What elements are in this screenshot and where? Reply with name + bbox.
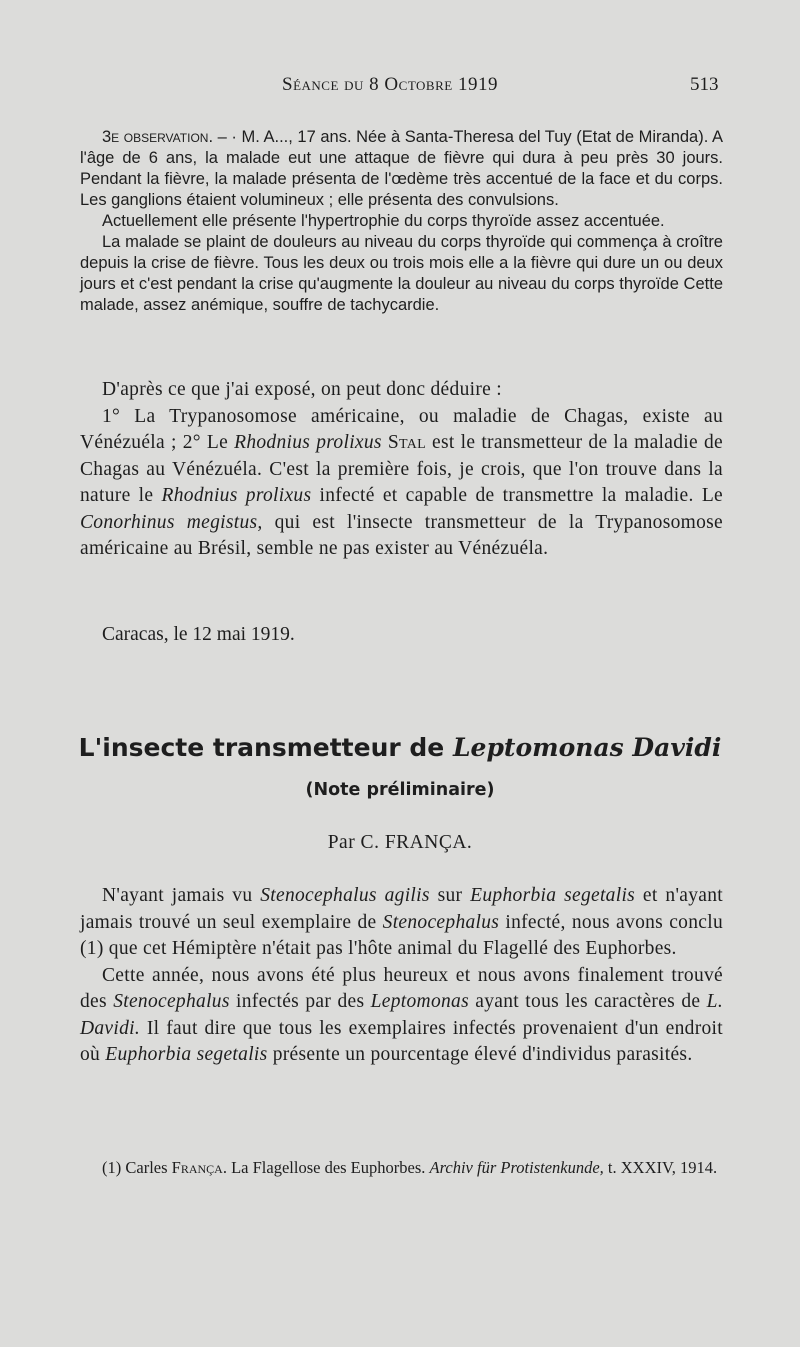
text-run: qui est l'insecte transmetteur de la Trypanosomose américaine au Brésil, semble ne pas exister au Vénézuéla. <box>80 511 723 559</box>
observation-label: 3e observation. <box>102 128 214 146</box>
article-subtitle: (Note préliminaire) <box>305 780 495 800</box>
species-name: L. Davidi. <box>80 991 723 1039</box>
species-name: Rhodnius prolixus <box>161 485 312 506</box>
article-paragraph <box>80 883 723 963</box>
text-run: Il faut dire que tous les exemplaires infectés provenaient d'un endroit où <box>80 1017 723 1065</box>
article-title <box>0 733 800 762</box>
observation-paragraph: Actuellement elle présente l'hypertrophie du corps thyroïde assez accentuée. <box>102 212 665 230</box>
species-name: Rhodnius prolixus <box>234 432 382 453</box>
author-name: Stal <box>387 432 426 453</box>
author-name: França <box>171 1158 223 1177</box>
observation-paragraph <box>80 127 723 211</box>
conclusion-section <box>80 377 723 563</box>
species-name: Stenocephalus <box>113 991 230 1012</box>
observation-text: – · M. A..., 17 ans. Née à Santa-Theresa del Tuy (Etat de Miranda). A l'âge de 6 ans, la malade eut une attaque de fièvre qui dura à peu près 30 jours. Pendant la fièvre, la malade présenta de l'œdème très accentué de la face et du corps. Les ganglions étaient volumineux ; elle présenta des convulsions. <box>80 128 723 209</box>
running-header <box>0 74 800 104</box>
text-run: . La Flagellose des Euphorbes. <box>222 1158 430 1177</box>
text-run: Cette année, nous avons été plus heureux et nous avons finalement trouvé des <box>80 964 723 1012</box>
footnote <box>80 1157 723 1179</box>
article-paragraph <box>80 963 723 1069</box>
journal-name: Archiv für Protistenkunde, <box>429 1158 604 1177</box>
species-name: Euphorbia segetalis <box>105 1044 268 1065</box>
text-run: présente un pourcentage élevé d'individus parasités. <box>267 1044 693 1065</box>
signature-line: Caracas, le 12 mai 1919. <box>102 624 295 645</box>
observation-paragraph: La malade se plaint de douleurs au niveau du corps thyroïde qui commença à croître depuis la crise de fièvre. Tous les deux ou trois mois elle a la fièvre qui dure un ou deux jours et c'est pendant la crise qu'augmente la douleur au niveau du corps thyroïde Cette malade, assez anémique, souffre de tachycardie. <box>80 233 723 314</box>
text-run: infecté, nous avons conclu (1) que cet Hémiptère n'était pas l'hôte animal du Flagellé des Euphorbes. <box>80 911 723 959</box>
species-name: Stenocephalus agilis <box>260 885 430 906</box>
article-body <box>80 883 723 1069</box>
title-species: Leptomonas Davidi <box>452 733 722 762</box>
text-run: (1) Carles <box>102 1158 172 1177</box>
species-name: Stenocephalus <box>382 911 500 933</box>
text-run: et n'ayant jamais trouvé un seul exemplaire de <box>80 885 723 933</box>
observation-section <box>80 127 723 316</box>
conclusion-paragraph <box>80 404 723 563</box>
running-title: Séance du 8 Octobre 1919 <box>282 74 498 95</box>
text-run: t. XXXIV, 1914. <box>603 1158 718 1177</box>
footnote-text <box>80 1157 723 1179</box>
text-run: infecté et capable de transmettre la maladie. Le <box>311 485 723 506</box>
text-run: N'ayant jamais vu <box>102 885 261 906</box>
article-author: Par C. FRANÇA. <box>327 832 473 853</box>
species-name: Leptomonas <box>370 991 469 1012</box>
text-run: est le transmetteur de la maladie de Chagas au Vénézuéla. C'est la première fois, je crois, que l'on trouve dans la nature le <box>80 432 723 506</box>
text-run: sur <box>429 885 471 906</box>
species-name: Conorhinus megistus, <box>80 511 263 533</box>
text-run: ayant tous les caractères de <box>468 991 707 1012</box>
title-text: L'insecte transmetteur de <box>78 733 453 762</box>
species-name: Euphorbia segetalis <box>470 885 636 906</box>
page-number: 513 <box>690 74 719 95</box>
conclusion-intro: D'après ce que j'ai exposé, on peut donc déduire : <box>102 379 502 400</box>
text-run: infectés par des <box>229 991 371 1012</box>
text-run: 1° La Trypanosomose américaine, ou maladie de Chagas, existe au Vénézuéla ; 2° Le <box>80 405 723 453</box>
